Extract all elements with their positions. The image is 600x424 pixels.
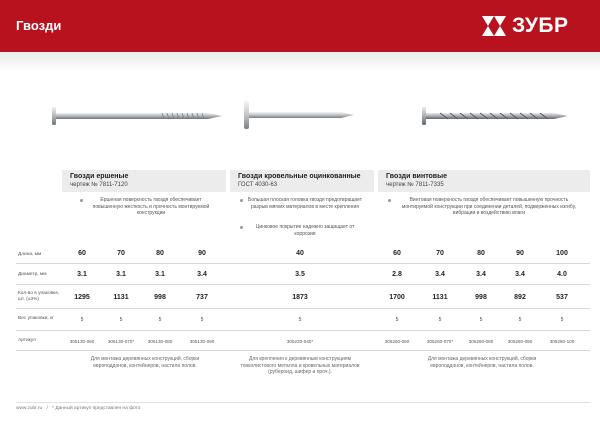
weight-cell: 5 xyxy=(479,317,483,323)
diameter-cell: 3.1 xyxy=(116,271,126,278)
product-title-screw xyxy=(378,170,590,192)
diameter-cell: 3.5 xyxy=(295,271,305,278)
bullet-icon xyxy=(80,199,83,202)
product-standard: чертеж № 7811-7335 xyxy=(386,182,444,188)
quantity-cell: 998 xyxy=(154,294,166,301)
weight-cell: 5 xyxy=(560,317,564,323)
diameter-cell: 3.4 xyxy=(197,271,207,278)
product-description: Ершеная поверхность гвоздя обеспечивает повышенную жесткость и прочность монтируемой конструкции xyxy=(92,197,210,216)
length-cell: 40 xyxy=(296,250,304,257)
product-name: Гвозди винтовые xyxy=(386,173,447,180)
footer-separator: / xyxy=(46,406,48,411)
row-divider xyxy=(16,284,590,285)
product-description: Большая плоская головка гвоздя предотвращает разрыв мягких материалов в месте крепления xyxy=(247,197,363,210)
brand-name: ЗУБР xyxy=(512,14,569,37)
diameter-cell: 3.4 xyxy=(476,271,486,278)
bullet-icon xyxy=(388,199,391,202)
article-cell: 305260-070* xyxy=(426,339,454,344)
length-cell: 90 xyxy=(516,250,524,257)
article-cell: 305130-060 xyxy=(69,339,95,344)
weight-cell: 5 xyxy=(119,317,123,323)
row-divider xyxy=(16,350,590,351)
bullet-icon xyxy=(240,199,243,202)
quantity-cell: 1295 xyxy=(74,294,90,301)
article-cell: 305220-040* xyxy=(286,339,314,344)
quantity-cell: 1131 xyxy=(432,294,448,301)
footer-site-link[interactable]: www.zubr.ru xyxy=(16,406,43,411)
row-label-quantity: Кол-во в упаковке, шт. (±3%) xyxy=(18,291,60,302)
weight-cell: 5 xyxy=(298,317,302,323)
diameter-cell: 3.1 xyxy=(155,271,165,278)
length-cell: 60 xyxy=(393,250,401,257)
zubr-logo-icon xyxy=(480,14,510,38)
quantity-cell: 1873 xyxy=(292,294,308,301)
product-standard: чертеж № 7811-7120 xyxy=(70,182,128,188)
bullet-icon xyxy=(240,226,243,229)
row-label-article: Артикул xyxy=(18,338,36,343)
nail-screw-icon xyxy=(420,104,572,128)
quantity-cell: 892 xyxy=(514,294,526,301)
quantity-cell: 537 xyxy=(556,294,568,301)
length-cell: 70 xyxy=(117,250,125,257)
article-cell: 305130-080 xyxy=(147,339,173,344)
row-divider xyxy=(16,330,590,331)
page-footer xyxy=(16,406,140,411)
length-cell: 100 xyxy=(556,250,568,257)
nail-ribbed-icon xyxy=(50,104,228,128)
usage-note: Для крепления к деревянным конструкциям тонколистового металла и кровельных материалов (рубероид, шифер и проч.). xyxy=(240,356,360,375)
article-cell: 305130-070* xyxy=(107,339,135,344)
product-standard: ГОСТ 4030-63 xyxy=(238,182,278,188)
length-cell: 90 xyxy=(198,250,206,257)
weight-cell: 5 xyxy=(518,317,522,323)
row-divider xyxy=(16,263,590,264)
diameter-cell: 3.4 xyxy=(435,271,445,278)
product-name: Гвозди кровельные оцинкованные xyxy=(238,173,361,180)
diameter-cell: 2.8 xyxy=(392,271,402,278)
length-cell: 70 xyxy=(436,250,444,257)
quantity-cell: 1131 xyxy=(113,294,129,301)
length-cell: 60 xyxy=(78,250,86,257)
article-cell: 305130-090 xyxy=(189,339,215,344)
length-cell: 80 xyxy=(477,250,485,257)
product-description: Винтовая поверхность гвоздя обеспечивает повышенную прочность монтируемой конструкции при соединении деталей, подверженных изгибу, вибрации и воздействию влаги xyxy=(401,197,577,216)
quantity-cell: 998 xyxy=(475,294,487,301)
row-label-weight: Вес упаковки, кг xyxy=(18,316,54,321)
footer-divider xyxy=(16,402,590,403)
product-title-ribbed xyxy=(62,170,226,192)
article-cell: 305260-060 xyxy=(384,339,410,344)
quantity-cell: 1700 xyxy=(389,294,405,301)
usage-note: Для монтажа деревянных конструкций, сборки европоддонов, контейнеров, настила полов. xyxy=(427,356,537,369)
page-header xyxy=(0,0,600,52)
weight-cell: 5 xyxy=(80,317,84,323)
weight-cell: 5 xyxy=(438,317,442,323)
row-label-diameter: Диаметр, мм xyxy=(18,272,47,277)
row-divider xyxy=(16,308,590,309)
nail-roofing-icon xyxy=(238,100,358,130)
weight-cell: 5 xyxy=(395,317,399,323)
product-description: Цинковое покрытие надежно защищает от коррозии xyxy=(255,224,355,237)
quantity-cell: 737 xyxy=(196,294,208,301)
diameter-cell: 4.0 xyxy=(557,271,567,278)
product-title-roofing xyxy=(230,170,374,192)
weight-cell: 5 xyxy=(158,317,162,323)
article-cell: 305260-090 xyxy=(507,339,533,344)
usage-note: Для монтажа деревянных конструкций, сборки европоддонов, контейнеров, настила полов. xyxy=(90,356,200,369)
weight-cell: 5 xyxy=(200,317,204,323)
page-title: Гвозди xyxy=(16,18,62,33)
diameter-cell: 3.1 xyxy=(77,271,87,278)
article-cell: 305260-100 xyxy=(549,339,575,344)
product-name: Гвозди ершеные xyxy=(70,173,129,180)
brand-logo[interactable] xyxy=(480,14,584,38)
header-shadow xyxy=(0,52,600,72)
diameter-cell: 3.4 xyxy=(515,271,525,278)
length-cell: 80 xyxy=(156,250,164,257)
row-label-length: Длина, мм xyxy=(18,252,42,257)
footer-disclaimer: * Данный артикул представлен на фото xyxy=(52,406,141,411)
article-cell: 305260-080 xyxy=(468,339,494,344)
